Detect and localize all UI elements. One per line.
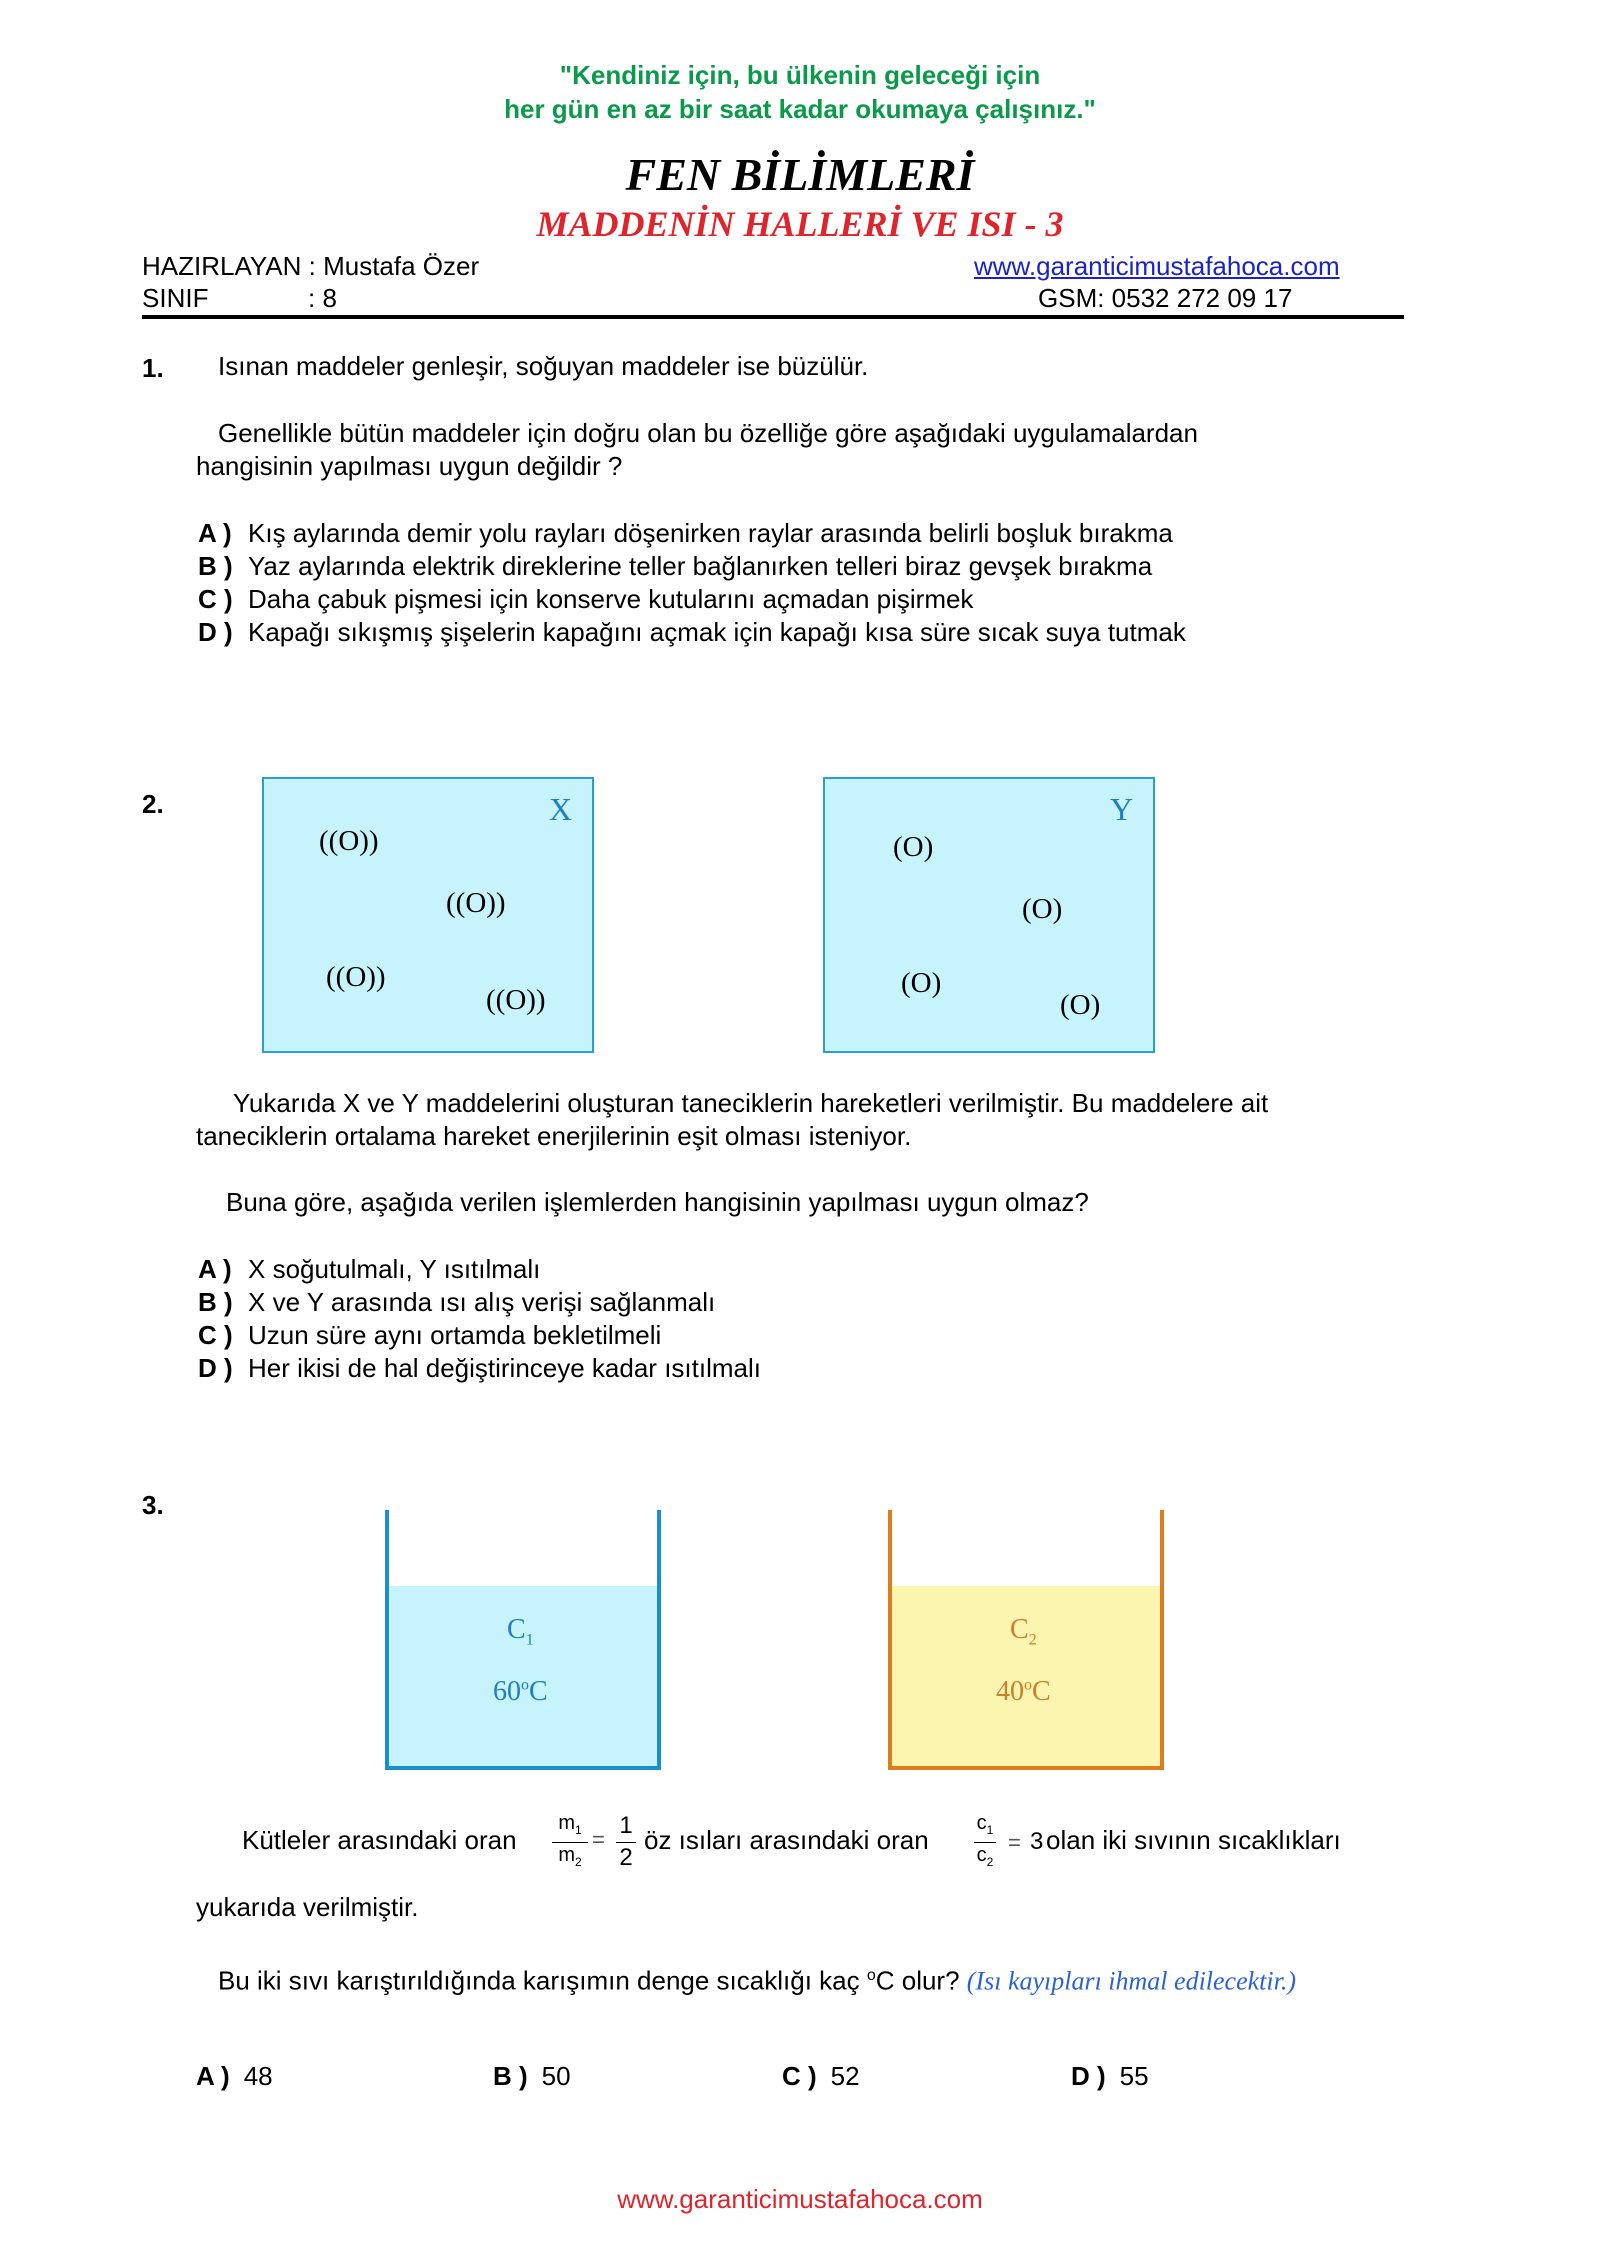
q2-option-b[interactable]: B ) X ve Y arasında ısı alış verişi sağlanmalı: [198, 1287, 716, 1317]
q3-answer-c[interactable]: C ) 52: [782, 2061, 860, 2091]
topic-title: MADDENİN HALLERİ VE ISI - 3: [536, 204, 1064, 244]
ratio-value: 3: [1030, 1828, 1044, 1855]
q2-option-c[interactable]: C ) Uzun süre aynı ortamda bekletilmeli: [198, 1320, 662, 1350]
particle-x: ((O)): [326, 961, 386, 993]
q2-option-d[interactable]: D ) Her ikisi de hal değiştirinceye kadar ısıtılmalı: [198, 1353, 761, 1383]
q3-note: (Isı kayıpları ihmal edilecektir.): [966, 1966, 1297, 1996]
m1-symbol: $m_1$: [558, 1812, 582, 1837]
q1-option-a[interactable]: A ) Kış aylarında demir yolu rayları döşenirken raylar arasında belirli boşluk bırakma: [198, 518, 1173, 548]
particle-y: (O): [901, 967, 942, 999]
beaker-1-label: $C_1$: [507, 1614, 534, 1649]
particle-y: (O): [893, 831, 934, 863]
q3-mass-text: Kütleler arasındaki oran: [242, 1825, 517, 1855]
mass-fraction: [550, 1812, 590, 1872]
beaker-2: [888, 1510, 1164, 1770]
substance-y-box: [823, 777, 1155, 1053]
prepared-by: HAZIRLAYAN : Mustafa Özer: [142, 251, 480, 281]
particle-x: ((O)): [319, 825, 379, 857]
quote-line-2: her gün en az bir saat kadar okumaya çalışınız.": [504, 94, 1096, 124]
beaker-2-right-wall: [1160, 1510, 1164, 1770]
beaker-2-label: $C_2$: [1010, 1614, 1037, 1649]
particle-x: ((O)): [486, 984, 546, 1016]
q3-tail-text: olan iki sıvının sıcaklıkları: [1046, 1825, 1341, 1855]
equals-sign: =: [1008, 1830, 1021, 1855]
half-denominator: 2: [619, 1844, 633, 1871]
q1-number: 1.: [142, 353, 164, 383]
beaker-1-right-wall: [657, 1510, 661, 1770]
class-value: : 8: [308, 283, 337, 313]
beaker-1-bottom: [385, 1766, 661, 1770]
substance-x-box: [262, 777, 594, 1053]
beaker-2-bottom: [888, 1766, 1164, 1770]
subject-title: FEN BİLİMLERİ: [625, 149, 975, 200]
half-numerator: 1: [619, 1812, 633, 1839]
box-y-label: Y: [1110, 791, 1134, 827]
c2-symbol: $c_2$: [976, 1844, 994, 1869]
half-fraction: [612, 1812, 640, 1872]
q3-answer-b[interactable]: B ) 50: [493, 2061, 571, 2091]
m2-symbol: $m_2$: [558, 1844, 582, 1869]
q3-answer-a[interactable]: A ) 48: [196, 2061, 273, 2091]
q3-number: 3.: [142, 1490, 164, 1520]
particle-y: (O): [1022, 893, 1063, 925]
class-label: SINIF: [142, 283, 209, 313]
q1-option-d[interactable]: D ) Kapağı sıkışmış şişelerin kapağını açmak için kapağı kısa süre sıcak suya tutmak: [198, 617, 1186, 647]
particle-y: (O): [1060, 989, 1101, 1021]
q1-question-line-1: Genellikle bütün maddeler için doğru olan bu özelliğe göre aşağıdaki uygulamalardan: [218, 418, 1198, 448]
q1-statement: Isınan maddeler genleşir, soğuyan maddeler ise büzülür.: [218, 351, 869, 381]
q3-line-2: yukarıda verilmiştir.: [196, 1892, 419, 1922]
q3-answer-d[interactable]: D ) 55: [1071, 2061, 1149, 2091]
website-link[interactable]: www.garanticimustafahoca.com: [974, 251, 1340, 281]
beaker-1-left-wall: [385, 1510, 389, 1770]
beaker-1-temperature: 60$^o$C: [493, 1676, 548, 1707]
particle-x: ((O)): [446, 887, 506, 919]
beaker-2-temperature: 40$^o$C: [996, 1676, 1051, 1707]
q2-number: 2.: [142, 789, 164, 819]
footer-website[interactable]: www.garanticimustafahoca.com: [617, 2184, 983, 2214]
q1-option-b[interactable]: B ) Yaz aylarında elektrik direklerine teller bağlanırken telleri biraz gevşek bırakma: [198, 551, 1153, 581]
fraction-bar: [974, 1842, 996, 1843]
gsm-number: GSM: 0532 272 09 17: [1038, 283, 1293, 313]
q1-option-c[interactable]: C ) Daha çabuk pişmesi için konserve kutularını açmadan pişirmek: [198, 584, 974, 614]
header-divider: [142, 315, 1404, 319]
beaker-2-left-wall: [888, 1510, 892, 1770]
equals-sign: =: [592, 1827, 605, 1852]
q2-text-line-2: taneciklerin ortalama hareket enerjilerinin eşit olması isteniyor.: [196, 1121, 912, 1151]
q3-question: Bu iki sıvı karıştırıldığında karışımın denge sıcaklığı kaç $^o$C olur? (Isı kayıpları ihmal edilecektir.): [218, 1965, 1297, 1996]
fraction-bar: [616, 1842, 636, 1843]
box-x-label: X: [549, 791, 573, 827]
q2-option-a[interactable]: A ) X soğutulmalı, Y ısıtılmalı: [198, 1254, 541, 1284]
q2-text-line-1: Yukarıda X ve Y maddelerini oluşturan taneciklerin hareketleri verilmiştir. Bu maddelere ait: [233, 1088, 1269, 1118]
quote-line-1: "Kendiniz için, bu ülkenin geleceği için: [559, 60, 1041, 90]
beaker-1: [385, 1510, 661, 1770]
q2-question: Buna göre, aşağıda verilen işlemlerden hangisinin yapılması uygun olmaz?: [226, 1187, 1089, 1217]
q3-specific-heat-text: öz ısıları arasındaki oran: [644, 1825, 929, 1855]
q1-question-line-2: hangisinin yapılması uygun değildir ?: [196, 451, 623, 481]
specific-heat-fraction: [972, 1812, 998, 1872]
fraction-bar: [552, 1842, 588, 1843]
c1-symbol: $c_1$: [976, 1812, 994, 1837]
